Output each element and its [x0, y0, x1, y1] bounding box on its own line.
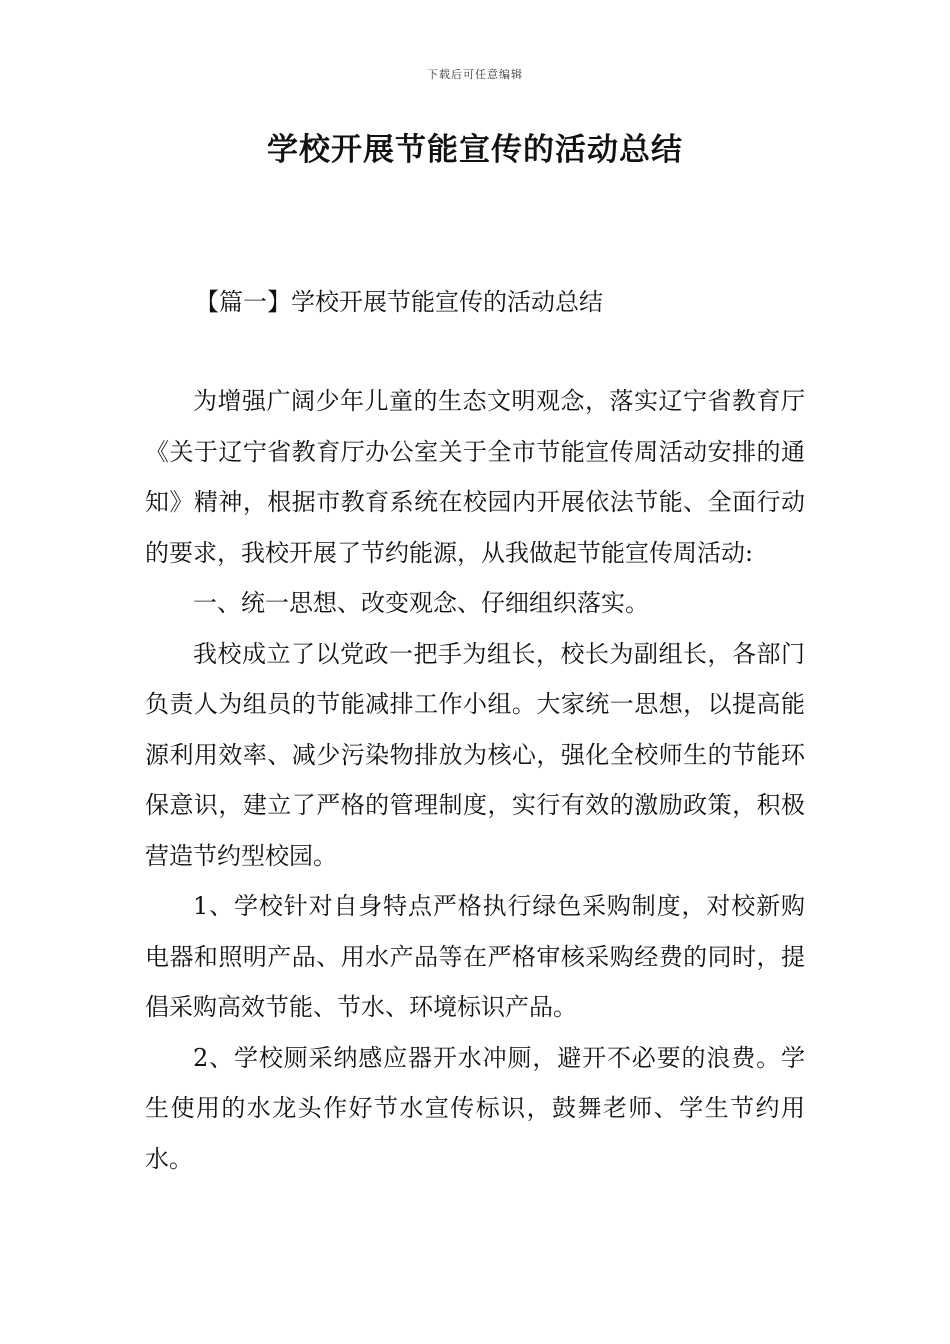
document-body: [145, 376, 805, 1184]
section-title: 【篇一】学校开展节能宣传的活动总结: [195, 288, 603, 316]
paragraph: 我校成立了以党政一把手为组长，校长为副组长，各部门负责人为组员的节能减排工作小组。大家统一思想，以提高能源利用效率、减少污染物排放为核心，强化全校师生的节能环保意识，建立了严格的管理制度，实行有效的激励政策，积极营造节约型校园。: [145, 639, 805, 870]
paragraph: 为增强广阔少年儿童的生态文明观念，落实辽宁省教育厅《关于辽宁省教育厅办公室关于全市节能宣传周活动安排的通知》精神，根据市教育系统在校园内开展依法节能、全面行动的要求，我校开展了节约能源，从我做起节能宣传周活动:: [145, 387, 805, 567]
paragraph: 1、学校针对自身特点严格执行绿色采购制度，对校新购电器和照明产品、用水产品等在严格审核采购经费的同时，提倡采购高效节能、节水、环境标识产品。: [145, 892, 805, 1021]
document-title: 学校开展节能宣传的活动总结: [267, 132, 683, 168]
header-note: 下载后可任意编辑: [427, 68, 523, 81]
paragraph: 一、统一思想、改变观念、仔细组织落实。: [193, 589, 649, 617]
paragraph: 2、学校厕采纳感应器开水冲厕，避开不必要的浪费。学生使用的水龙头作好节水宣传标识，鼓舞老师、学生节约用水。: [145, 1043, 805, 1173]
